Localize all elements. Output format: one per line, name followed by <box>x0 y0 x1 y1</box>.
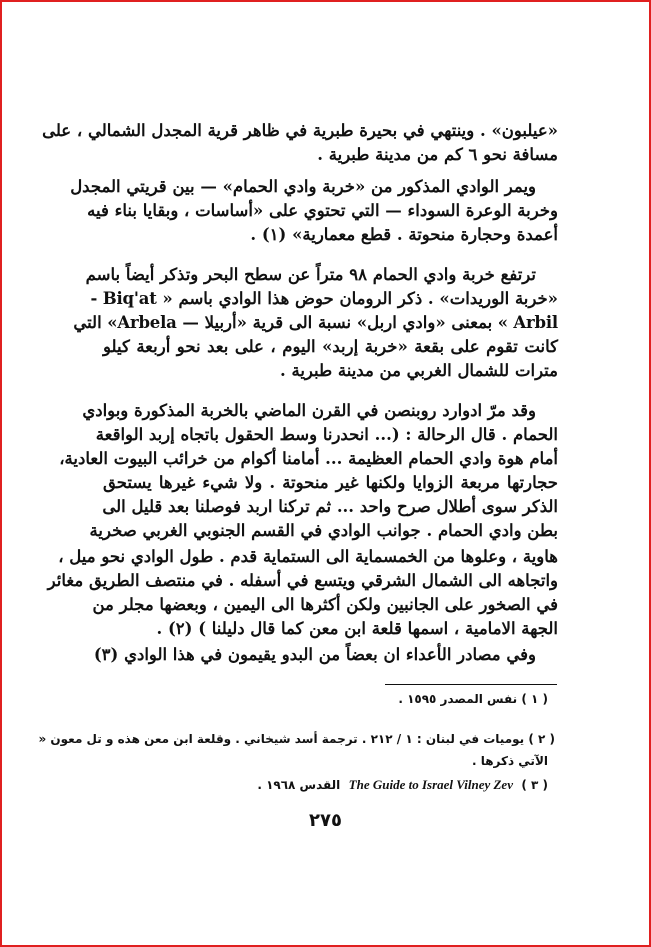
footnote-2-continued: الآتي ذكرها . <box>471 754 548 768</box>
text-line: في الصخور على الجانبين ولكن أكثرها الى اليمين ، وبعضها مجلر من <box>92 595 558 614</box>
footnote-2: ( ٢ ) يوميات في لبنان : ١ / ٢١٢ . ترجمة أسد شيخاني . وقلعة ابن معن هذه و تل معون « <box>38 732 555 746</box>
text-line: مترات للشمال الغربي من مدينة طبرية . <box>279 361 558 380</box>
text-line: ترتفع خربة وادي الحمام ٩٨ متراً عن سطح البحر وتذكر أيضاً باسم <box>85 265 536 284</box>
footnote-3-place-year: القدس ١٩٦٨ . <box>257 778 341 792</box>
footnote-3 <box>103 776 548 794</box>
text-line: حجارتها مربعة الزوايا ولكنها غير منحوتة . ولا شيء غيرها يستحق <box>103 473 558 492</box>
page-number: ٢٧٥ <box>309 810 342 831</box>
footnote-1: ( ١ ) نفس المصدر ١٥٩٥ . <box>398 692 548 706</box>
text-line: «عيلبون» . وينتهي في بحيرة طبرية في ظاهر قرية المجدل الشمالي ، على <box>42 121 558 140</box>
text-line: مسافة نحو ٦ كم من مدينة طبرية . <box>317 145 558 164</box>
text-line: وقد مرّ ادوارد روبنصن في القرن الماضي بالخربة المذكورة وبوادي <box>82 401 536 420</box>
text-line: ويمر الوادي المذكور من «خربة وادي الحمام» — بين قريتي المجدل <box>70 177 536 196</box>
text-line: هاوية ، وعلوها من الخمسماية الى الستماية قدم . طول الوادي نحو ميل ، <box>58 547 558 566</box>
text-line: أعمدة وحجارة منحوتة . قطع معمارية» (١) . <box>250 225 558 244</box>
text-line: وفي مصادر الأعداء ان بعضاً من البدو يقيمون في هذا الوادي (٣) <box>93 645 536 664</box>
text-line: واتجاهه الى الشمال الشرقي ويتسع في أسفله . في منتصف الطريق مغائر <box>47 571 558 590</box>
text-line: وخربة الوعرة السوداء — التي تحتوي على «أساسات ، وبقايا بناء فيه <box>87 201 558 220</box>
text-line: «خربة الوريدات» . ذكر الرومان حوض هذا الوادي باسم « Biq'at - <box>90 289 558 308</box>
footnote-divider <box>385 684 557 685</box>
text-line: Arbil » بمعنى «وادي اربل» نسبة الى قرية «أربيلا — Arbela» التي <box>73 313 558 332</box>
footnote-3-number: ( ٣ ) <box>521 778 548 792</box>
text-line: أمام هوة وادي الحمام العظيمة ... أمامنا أكوام من خرائب البيوت العادية، <box>59 449 558 468</box>
text-line: كانت تقوم على بقعة «خربة إربد» اليوم ، على بعد نحو أربعة كيلو <box>103 337 558 356</box>
footnote-3-title: The Guide to Israel Vilney Zev <box>348 777 513 792</box>
text-line: الذكر سوى أطلال صرح واحد ... ثم تركنا اربد فوصلنا بعد قليل الى <box>102 497 558 516</box>
text-line: الحمام . قال الرحالة : (... انحدرنا وسط الحقول باتجاه إربد الواقعة <box>95 425 558 444</box>
text-line: الجهة الامامية ، اسمها قلعة ابن معن كما قال دليلنا ) (٢) . <box>156 619 558 638</box>
text-line: بطن وادي الحمام . جوانب الوادي في القسم الجنوبي الغربي صخرية <box>89 521 558 540</box>
